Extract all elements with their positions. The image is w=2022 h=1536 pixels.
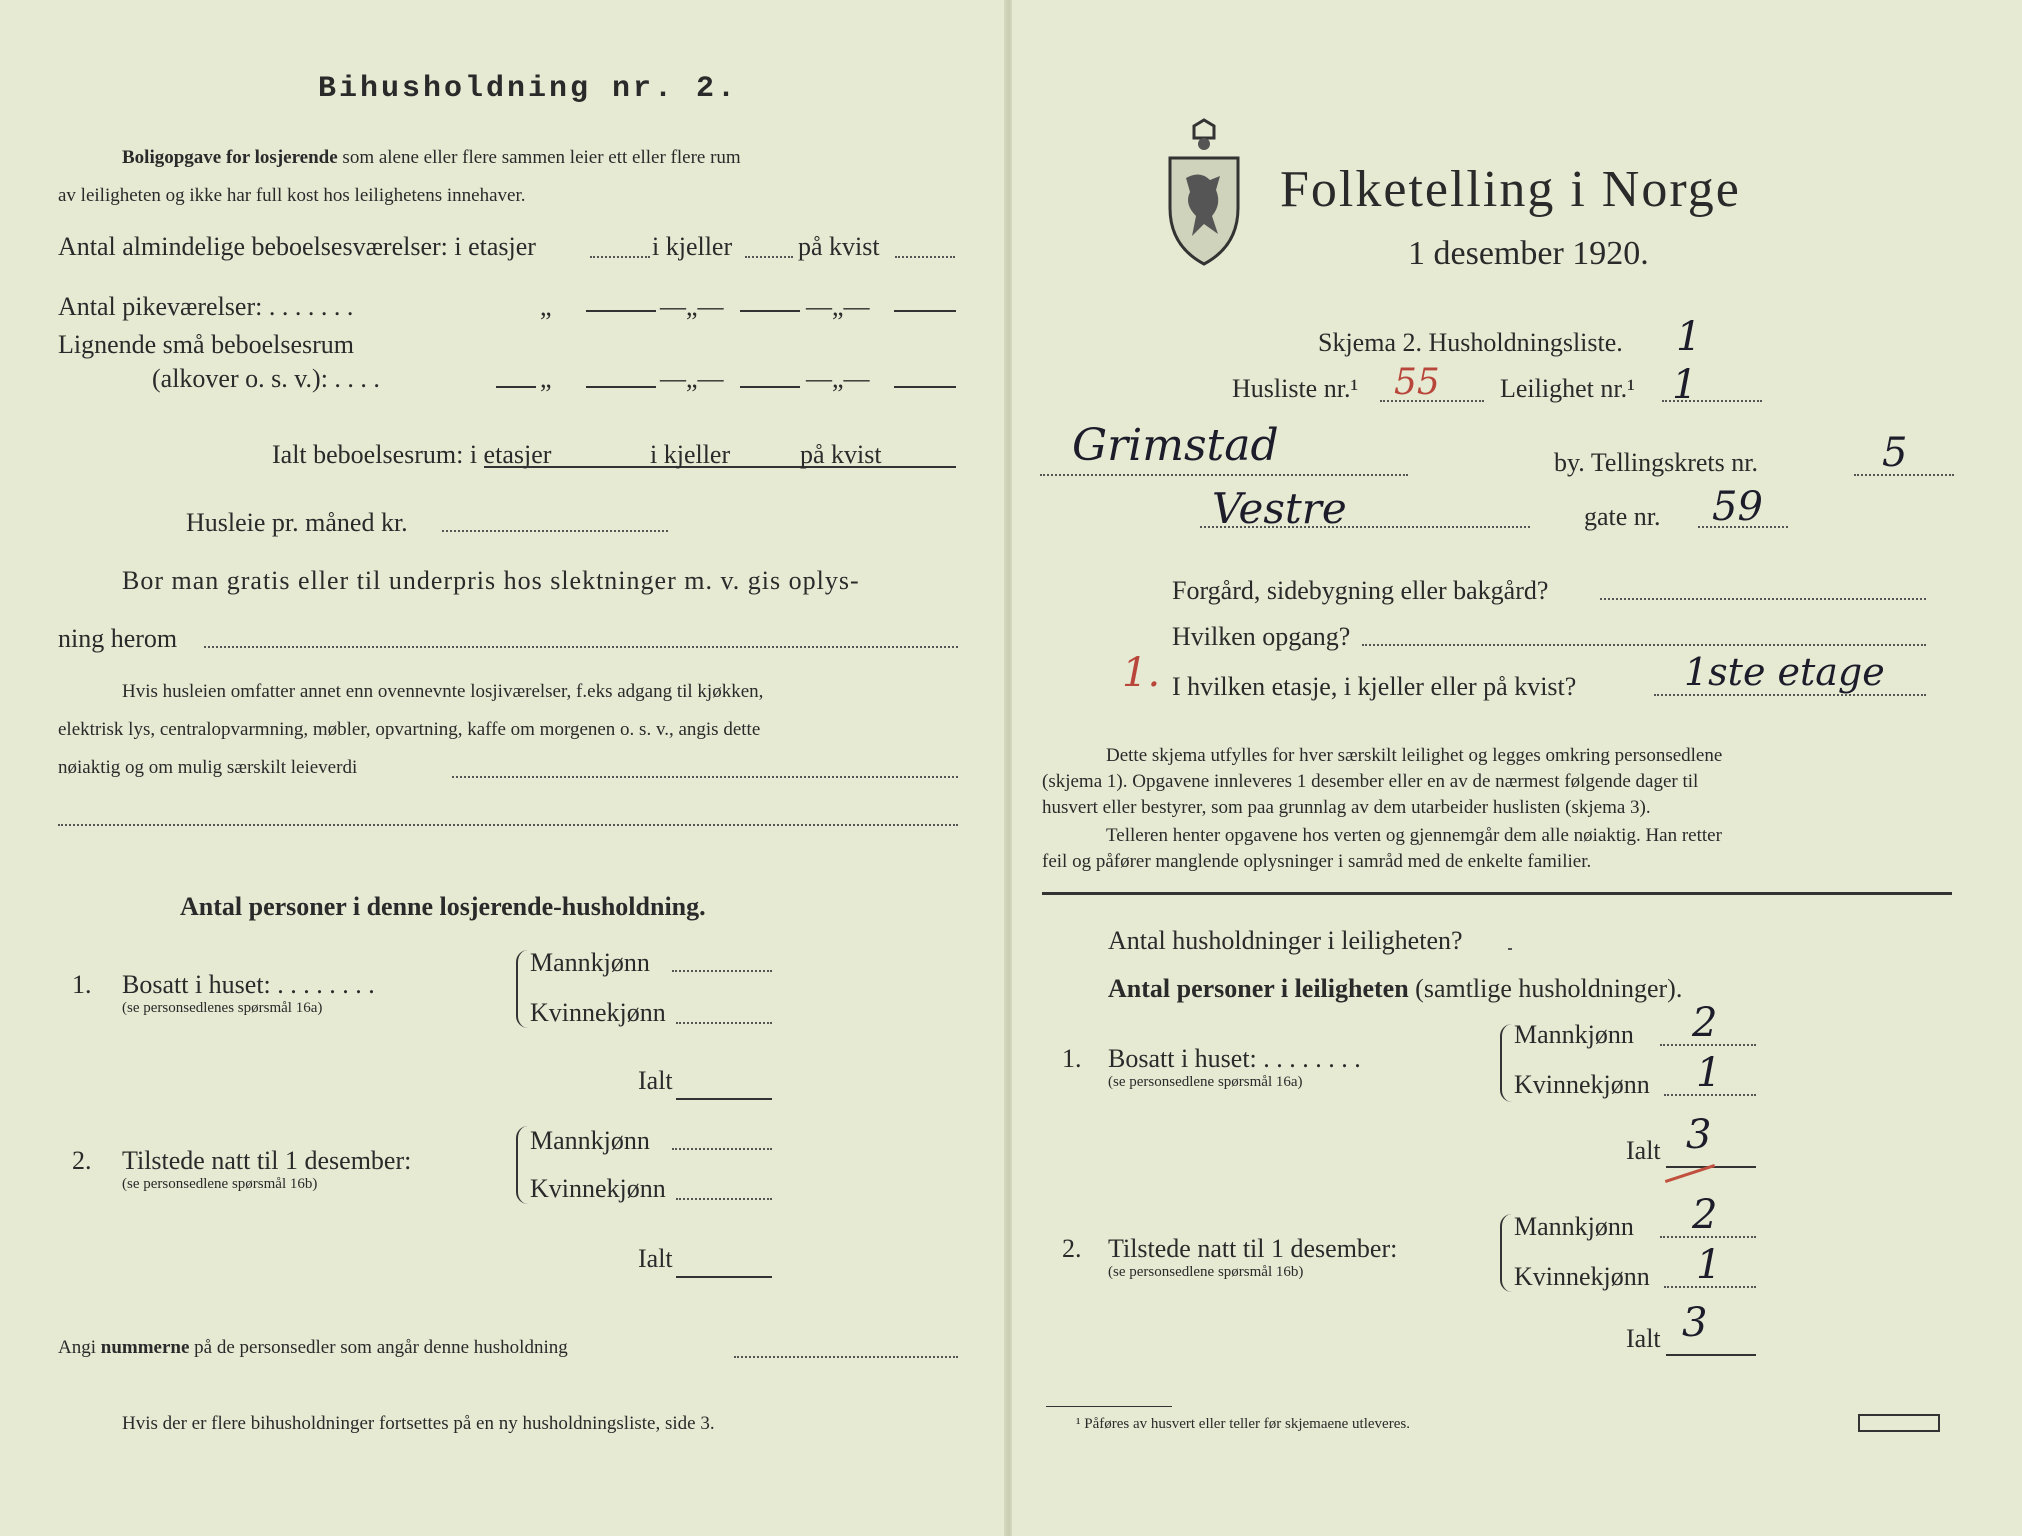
r-q1-male-label: Mannkjønn: [1514, 1020, 1634, 1049]
note-field-2[interactable]: [58, 824, 958, 826]
q2-female-label: Kvinnekjønn: [530, 1174, 666, 1203]
r-q1-number: 1.: [1062, 1044, 1082, 1073]
small-kjeller-field[interactable]: [740, 386, 800, 388]
etasje-marker: 1.: [1122, 650, 1161, 696]
persons-line: [1108, 974, 1682, 1004]
small-kvist-field[interactable]: [894, 386, 956, 388]
q2-number: 2.: [72, 1146, 92, 1175]
census-date: 1 desember 1920.: [1408, 235, 1649, 272]
note-line-1: Hvis husleien omfatter annet enn ovennevnte losjiværelser, f.eks adgang til kjøkken,: [122, 681, 764, 702]
q1-label: Bosatt i huset: . . . . . . . .: [122, 970, 375, 999]
small-etasjer-field[interactable]: [586, 386, 656, 388]
gratis-line-1: Bor man gratis eller til underpris hos slektninger m. v. gis oplys-: [122, 566, 860, 595]
households-label: Antal husholdninger i leiligheten?: [1108, 926, 1463, 955]
total-rooms-label: Ialt beboelsesrum: i etasjer: [272, 440, 552, 469]
city-field[interactable]: [1040, 474, 1408, 476]
r-q2-label: Tilstede natt til 1 desember:: [1108, 1234, 1398, 1263]
rent-field[interactable]: [442, 530, 668, 532]
small-rooms-sublabel: (alkover o. s. v.): . . . .: [152, 364, 380, 393]
gate-label: gate nr.: [1584, 502, 1661, 531]
q1-sublabel: (se personsedlenes spørsmål 16a): [122, 1000, 323, 1016]
q2-brace: [516, 1126, 528, 1204]
etasje-label: I hvilken etasje, i kjeller eller på kvist?: [1172, 672, 1577, 701]
etasje-field[interactable]: [1654, 694, 1926, 696]
krets-value: 5: [1882, 430, 1908, 476]
rooms-kjeller-label: i kjeller: [652, 232, 733, 261]
maid-ditto-2: —„—: [806, 292, 870, 321]
q2-total-field[interactable]: [676, 1276, 772, 1278]
instr-4: Telleren henter opgavene hos verten og gjennemgår dem alle nøiaktig. Han retter: [1106, 825, 1722, 846]
q1-total-label: Ialt: [638, 1066, 673, 1095]
q1-male-label: Mannkjønn: [530, 948, 650, 977]
persons-rest: (samtlige husholdninger).: [1415, 974, 1683, 1003]
rooms-kvist-field[interactable]: [895, 256, 955, 258]
q1-female-field[interactable]: [676, 1022, 772, 1024]
intro-line-2: av leiligheten og ikke har full kost hos leilighetens innehaver.: [58, 185, 526, 206]
rooms-etasjer-field[interactable]: [590, 256, 650, 258]
r-q2-brace: [1500, 1214, 1512, 1292]
norway-coat-of-arms-icon: [1164, 118, 1244, 268]
q1-number: 1.: [72, 970, 92, 999]
r-q2-female-label: Kvinnekjønn: [1514, 1262, 1650, 1291]
q2-label: Tilstede natt til 1 desember:: [122, 1146, 412, 1175]
total-kvist-label: på kvist: [800, 440, 882, 469]
schema-handwritten: 1: [1676, 314, 1702, 360]
leilighet-value: 1: [1672, 362, 1698, 408]
intro-bold: Boligopgave for losjerende: [122, 147, 338, 168]
households-field[interactable]: [1508, 948, 1512, 950]
note-line-3: nøiaktig og om mulig særskilt leieverdi: [58, 757, 358, 778]
gate-value: 59: [1712, 484, 1763, 530]
r-q2-female-value: 1: [1696, 1242, 1722, 1288]
r-q1-label: Bosatt i huset: . . . . . . . .: [1108, 1044, 1361, 1073]
footnote-rule: [1046, 1406, 1172, 1407]
q1-female-label: Kvinnekjønn: [530, 998, 666, 1027]
instr-3: husvert eller bestyrer, som paa grunnlag av dem utarbeider huslisten (skjema 3).: [1042, 797, 1651, 818]
note-line-2: elektrisk lys, centralopvarmning, møbler, opvartning, kaffe om morgenen o. s. v., angis dette: [58, 719, 761, 740]
footnote: ¹ Påføres av husvert eller teller før skjemaene utleveres.: [1076, 1416, 1410, 1432]
q2-male-field[interactable]: [672, 1148, 772, 1150]
instr-1: Dette skjema utfylles for hver særskilt leilighet og legges omkring personsedlene: [1106, 745, 1723, 766]
forgard-label: Forgård, sidebygning eller bakgård?: [1172, 576, 1549, 605]
street-field[interactable]: [1200, 526, 1530, 528]
opgang-label: Hvilken opgang?: [1172, 622, 1351, 651]
opgang-field[interactable]: [1362, 644, 1926, 646]
r-q1-female-value: 1: [1696, 1050, 1722, 1096]
rent-label: Husleie pr. måned kr.: [186, 508, 408, 537]
total-kjeller-label: i kjeller: [650, 440, 731, 469]
gratis-line-2: ning herom: [58, 624, 178, 653]
q2-total-label: Ialt: [638, 1244, 673, 1273]
forgard-field[interactable]: [1600, 598, 1926, 600]
small-ditto-2: —„—: [806, 364, 870, 393]
q1-brace: [516, 950, 528, 1028]
instr-2: (skjema 1). Opgavene innleveres 1 desember eller en av de nærmest følgende dager til: [1042, 771, 1699, 792]
maid-ditto-1: —„—: [660, 292, 724, 321]
city-value: Grimstad: [1072, 420, 1279, 471]
note-field[interactable]: [452, 776, 958, 778]
r-q2-number: 2.: [1062, 1234, 1082, 1263]
intro-rest: som alene eller flere sammen leier ett eller flere rum: [342, 147, 741, 168]
maid-kjeller-field[interactable]: [740, 310, 800, 312]
angi-pre: Angi: [58, 1337, 96, 1358]
husliste-label: Husliste nr.¹: [1232, 374, 1359, 403]
husliste-value: 55: [1394, 362, 1440, 403]
street-value: Vestre: [1212, 484, 1347, 533]
printer-stamp-icon: [1858, 1414, 1940, 1432]
persons-bold: Antal personer i leiligheten: [1108, 974, 1409, 1003]
r-q1-sublabel: (se personsedlene spørsmål 16a): [1108, 1074, 1303, 1090]
q1-male-field[interactable]: [672, 970, 772, 972]
rooms-row-label: Antal almindelige beboelsesværelser: i etasjer: [58, 232, 536, 261]
r-q2-total-field[interactable]: [1666, 1354, 1756, 1356]
persons-heading: Antal personer i denne losjerende-husholdning.: [180, 892, 706, 921]
by-krets-label: by. Tellingskrets nr.: [1554, 448, 1759, 477]
angi-bold: nummerne: [100, 1337, 190, 1358]
etasje-value: 1ste etage: [1684, 650, 1885, 694]
q2-female-field[interactable]: [676, 1198, 772, 1200]
instr-5: feil og påfører manglende oplysninger i samråd med de enkelte familier.: [1042, 851, 1592, 872]
r-q2-total-value: 3: [1682, 1300, 1708, 1346]
small-lead-field[interactable]: [496, 386, 536, 388]
schema-label: Skjema 2. Husholdningsliste.: [1318, 328, 1623, 357]
gratis-field[interactable]: [204, 646, 958, 648]
leilighet-label: Leilighet nr.¹: [1500, 374, 1635, 403]
r-q2-male-value: 2: [1692, 1192, 1718, 1238]
maid-kvist-field[interactable]: [894, 310, 956, 312]
r-q2-sublabel: (se personsedlene spørsmål 16b): [1108, 1264, 1304, 1280]
angi-line: [58, 1336, 568, 1360]
left-title: Bihusholdning nr. 2.: [318, 72, 739, 106]
maid-rooms-label: Antal pikeværelser: . . . . . . .: [58, 292, 354, 321]
maid-etasjer-field[interactable]: [586, 310, 656, 312]
left-footer: Hvis der er flere bihusholdninger fortsettes på en ny husholdningsliste, side 3.: [122, 1413, 715, 1434]
rooms-kvist-label: på kvist: [798, 232, 880, 261]
r-q2-male-label: Mannkjønn: [1514, 1212, 1634, 1241]
r-q2-total-label: Ialt: [1626, 1324, 1661, 1353]
maid-rooms-ditto-mark: „: [540, 292, 552, 321]
right-page: [1012, 0, 2022, 1536]
intro-line-1: [122, 146, 741, 170]
left-page: [0, 0, 1008, 1536]
small-ditto-1: —„—: [660, 364, 724, 393]
right-title: Folketelling i Norge: [1280, 161, 1741, 218]
q1-total-field[interactable]: [676, 1098, 772, 1100]
q2-male-label: Mannkjønn: [530, 1126, 650, 1155]
section-rule: [1042, 892, 1952, 895]
r-q1-male-value: 2: [1692, 1000, 1718, 1046]
small-rooms-ditto-mark: „: [540, 364, 552, 393]
r-q1-brace: [1500, 1024, 1512, 1102]
small-rooms-label: Lignende små beboelsesrum: [58, 330, 355, 359]
angi-field[interactable]: [734, 1356, 958, 1358]
angi-rest: på de personsedler som angår denne husholdning: [194, 1337, 568, 1358]
r-q1-total-label: Ialt: [1626, 1136, 1661, 1165]
r-q1-total-value: 3: [1686, 1112, 1712, 1158]
r-q1-female-label: Kvinnekjønn: [1514, 1070, 1650, 1099]
rooms-kjeller-field[interactable]: [745, 256, 793, 258]
q2-sublabel: (se personsedlene spørsmål 16b): [122, 1176, 318, 1192]
